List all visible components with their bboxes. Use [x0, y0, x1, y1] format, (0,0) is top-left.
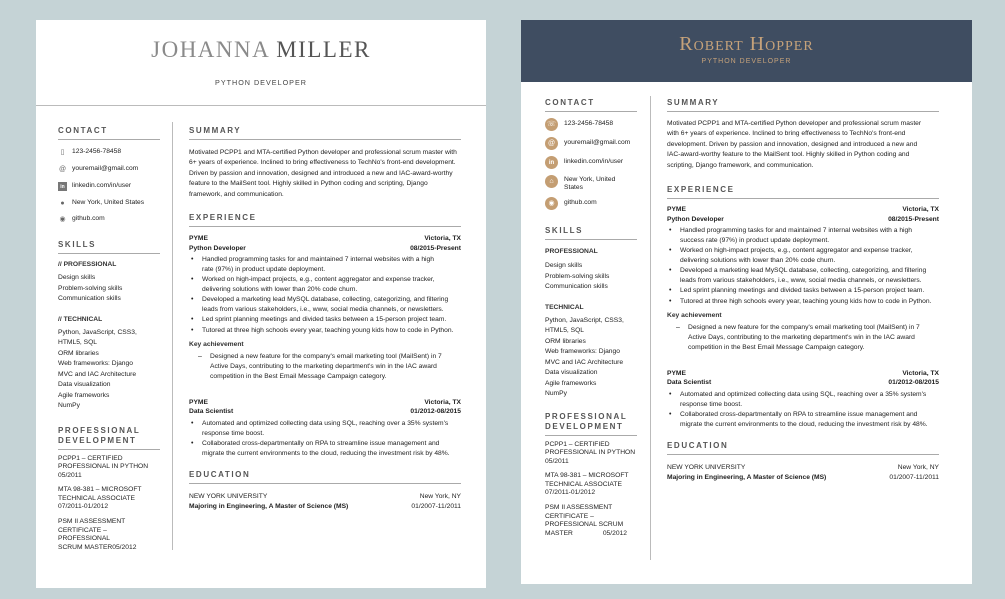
company-name: PYME — [189, 235, 208, 243]
education-dates: 01/2007-11/2011 — [411, 503, 461, 511]
contact-location: ⌂ New York, United States — [545, 175, 637, 192]
job-title: PYTHON DEVELOPER — [701, 58, 792, 65]
column-divider — [172, 122, 173, 550]
summary-text: Motivated PCPP1 and MTA-certified Python developer and professional scrum master with 6+ years of experience. Inclined to bring effectiveness to TechNo's front-end development. Driven by passion and innovation, designed and introduced a new and IAC-award-worthy feature to the MailSent tool. Highly skilled in Python coding and scripting, Django framework, and communication. — [667, 120, 922, 169]
skills-professional-heading: // PROFESSIONAL — [58, 261, 117, 268]
candidate-name: Robert Hopper — [679, 33, 814, 55]
bullet-item: • Led sprint planning meetings and divided tasks between a 15-person project team. — [667, 286, 939, 296]
skill-item: Design skills — [58, 274, 96, 281]
email-icon: @ — [545, 137, 558, 150]
job-role: Python Developer — [667, 215, 724, 223]
skill-item: Web frameworks: Django — [58, 360, 133, 367]
skill-item: Data visualization — [58, 381, 111, 388]
skill-item: Problem-solving skills — [58, 284, 123, 292]
skills-heading: SKILLS — [58, 240, 160, 254]
bullet-item: • Collaborated cross-departmentally on RPA to streamline issue management and migrate the current environments to the cloud, reducing the investment risk by 48%. — [189, 439, 461, 459]
certification-item: MTA 98-381 – MICROSOFT TECHNICAL ASSOCIATE 07/2011-01/2012 — [58, 486, 142, 511]
sidebar — [58, 126, 160, 552]
job-role: Data Scientist — [189, 408, 234, 416]
contact-list — [58, 148, 160, 224]
achievement-list — [667, 323, 939, 352]
skill-item: ORM libraries — [545, 337, 586, 345]
github-icon: ◉ — [59, 215, 66, 223]
resume-johanna-miller — [36, 20, 486, 588]
contact-list — [545, 118, 637, 210]
main-column — [667, 98, 939, 483]
skill-item: MVC and IAC Architecture — [545, 358, 624, 366]
contact-linkedin: in linkedin.com/in/user — [545, 156, 637, 169]
skills-technical-list — [58, 328, 160, 412]
education-entry — [667, 463, 939, 483]
sidebar — [545, 98, 637, 538]
skills-professional-heading: PROFESSIONAL — [545, 248, 598, 255]
job-title: PYTHON DEVELOPER — [215, 78, 307, 87]
company-name: PYME — [667, 369, 686, 377]
job-dates: 01/2012-08/2015 — [410, 408, 461, 416]
skill-item: Web frameworks: Django — [545, 348, 620, 355]
skills-technical-heading: TECHNICAL — [545, 303, 584, 311]
skill-item: Python, JavaScript, CSS3, — [58, 328, 137, 336]
skill-item: ORM libraries — [58, 349, 99, 357]
job-location: Victoria, TX — [902, 369, 939, 377]
job-bullets — [667, 390, 939, 430]
bullet-item: • Collaborated cross-departmentally on RPA to streamline issue management and migrate the current environments to the cloud, reducing the investment risk by 48%. — [667, 410, 939, 430]
skill-item: Agile frameworks — [58, 391, 110, 399]
job-entry — [189, 234, 461, 382]
column-divider — [650, 96, 651, 560]
phone-icon: ☏ — [545, 118, 558, 131]
phone-icon: ▯ — [60, 148, 65, 156]
school-name: NEW YORK UNIVERSITY — [667, 464, 746, 472]
skill-item: NumPy — [545, 390, 567, 397]
skills-heading: SKILLS — [545, 226, 637, 240]
linkedin-icon: in — [58, 182, 67, 191]
certification-item: PSM II ASSESSMENT CERTIFICATE – PROFESSIONAL SCRUM MASTER 05/2012 — [545, 504, 627, 537]
job-dates: 08/2015-Present — [888, 215, 939, 223]
bullet-item: • Worked on high-impact projects, e.g., content aggregator and expense tracker, delivering solutions with lower than 20% code churn. — [189, 275, 461, 295]
job-role: Python Developer — [189, 244, 246, 252]
skill-item: MVC and IAC Architecture — [58, 370, 137, 378]
job-bullets — [667, 226, 939, 306]
degree: Majoring in Engineering, A Master of Science (MS) — [667, 474, 827, 482]
contact-location: ● New York, United States — [58, 199, 160, 208]
job-entry — [189, 398, 461, 459]
skill-item: HTML5, SQL — [545, 327, 585, 334]
school-location: New York, NY — [419, 493, 461, 501]
candidate-name: JOHANNA MILLER — [151, 37, 371, 62]
prof-dev-list — [545, 441, 637, 539]
bullet-item: • Led sprint planning meetings and divided tasks between a 15-person project team. — [189, 315, 461, 325]
contact-phone: ▯ 123-2456-78458 — [58, 148, 160, 157]
skill-item: Design skills — [545, 262, 583, 269]
certification-item: PCPP1 – CERTIFIED PROFESSIONAL IN PYTHON 05/2011 — [58, 454, 149, 479]
education-entry — [189, 492, 461, 512]
prof-dev-heading: PROFESSIONAL DEVELOPMENT — [545, 412, 637, 436]
certification-item: PCPP1 – CERTIFIED PROFESSIONAL IN PYTHON 05/2011 — [545, 440, 636, 465]
linkedin-icon: in — [545, 156, 558, 169]
resume-header — [36, 20, 486, 106]
skill-item: Python, JavaScript, CSS3, — [545, 316, 624, 324]
location-icon: ● — [60, 199, 65, 207]
education-dates: 01/2007-11/2011 — [889, 474, 939, 482]
skills-technical-list — [545, 316, 637, 400]
email-icon: @ — [58, 165, 67, 173]
job-bullets — [189, 419, 461, 459]
achievement-item: – Designed a new feature for the company's email marketing tool (MailSent) in 7 Active Days, contributing to the marketing department's win in the IAC award competition in the Best Email Message Campaign category. — [197, 352, 461, 381]
summary-heading: SUMMARY — [667, 98, 939, 112]
key-achievement-heading: Key achievement — [189, 341, 244, 349]
bullet-item: • Handled programming tasks for and maintained 7 internal websites with a high rate (97%) in product update deployment. — [189, 255, 461, 275]
education-heading: EDUCATION — [667, 441, 939, 455]
bullet-item: • Developed a marketing lead MySQL database, collecting, categorizing, and filtering leads from various stakeholders, i.e., www, social media channels, or newsletters. — [189, 295, 461, 315]
summary-text: Motivated PCPP1 and MTA-certified Python developer and professional scrum master with 6+ years of experience. Inclined to bring effectiveness to TechNo's front-end development. Driven by passion and innovation, designed and introduced a new and IAC-award-worthy feature to the MailSent tool. Highly skilled in Python coding and scripting, Django framework, and communication. — [189, 149, 457, 198]
degree: Majoring in Engineering, A Master of Science (MS) — [189, 503, 349, 511]
skills-professional-list — [58, 273, 160, 305]
certification-item: PSM II ASSESSMENT CERTIFICATE – PROFESSIONAL SCRUM MASTER05/2012 — [58, 518, 137, 551]
bullet-item: • Worked on high-impact projects, e.g., content aggregator and expense tracker, delivering solutions with lower than 20% code churn. — [667, 246, 939, 266]
job-bullets — [189, 255, 461, 335]
certification-item: MTA 98-381 – MICROSOFT TECHNICAL ASSOCIATE 07/2011-01/2012 — [545, 472, 629, 497]
skills-technical-heading: // TECHNICAL — [58, 315, 103, 323]
contact-heading: CONTACT — [545, 98, 637, 112]
job-dates: 08/2015-Present — [410, 244, 461, 252]
skills-professional-list — [545, 261, 637, 293]
resume-robert-hopper — [521, 20, 972, 584]
prof-dev-heading: PROFESSIONAL DEVELOPMENT — [58, 426, 160, 450]
job-entry — [667, 369, 939, 430]
achievement-list — [189, 352, 461, 381]
contact-linkedin: in linkedin.com/in/user — [58, 182, 160, 191]
contact-email: @ youremail@gmail.com — [58, 165, 139, 173]
contact-email: @ youremail@gmail.com — [545, 137, 637, 150]
job-dates: 01/2012-08/2015 — [888, 379, 939, 387]
experience-heading: EXPERIENCE — [189, 213, 461, 227]
education-heading: EDUCATION — [189, 470, 461, 484]
contact-github: ◉ github.com — [545, 197, 637, 210]
job-location: Victoria, TX — [424, 235, 461, 243]
skill-item: Communication skills — [58, 295, 121, 302]
skill-item: Communication skills — [545, 283, 608, 290]
skill-item: NumPy — [58, 402, 80, 409]
job-role: Data Scientist — [667, 379, 712, 387]
job-location: Victoria, TX — [424, 398, 461, 406]
bullet-item: • Automated and optimized collecting data using SQL, reaching over a 35% system's response time boost. — [189, 419, 461, 439]
key-achievement-heading: Key achievement — [667, 312, 722, 320]
contact-phone: ☏ 123-2456-78458 — [545, 118, 637, 131]
prof-dev-list — [58, 455, 160, 553]
job-entry — [667, 205, 939, 353]
bullet-item: • Developed a marketing lead MySQL database, collecting, categorizing, and filtering leads from various stakeholders, i.e., www, social media channels, or newsletters. — [667, 266, 939, 286]
experience-heading: EXPERIENCE — [667, 185, 939, 199]
school-location: New York, NY — [897, 464, 939, 472]
summary-heading: SUMMARY — [189, 126, 461, 140]
achievement-item: – Designed a new feature for the company's email marketing tool (MailSent) in 7 Active Days, contributing to the marketing department's win in the IAC award competition in the Best Email Message Campaign category. — [675, 323, 939, 352]
skill-item: Problem-solving skills — [545, 272, 610, 280]
company-name: PYME — [189, 398, 208, 406]
bullet-item: • Automated and optimized collecting data using SQL, reaching over a 35% system's response time boost. — [667, 390, 939, 410]
bullet-item: • Handled programming tasks for and maintained 7 internal websites with a high success rate (97%) in product update deployment. — [667, 226, 939, 246]
location-icon: ⌂ — [545, 175, 558, 188]
school-name: NEW YORK UNIVERSITY — [189, 493, 268, 501]
skill-item: Data visualization — [545, 369, 598, 376]
company-name: PYME — [667, 206, 686, 214]
skill-item: HTML5, SQL — [58, 339, 98, 346]
bullet-item: • Tutored at three high schools every year, teaching young kids how to code in Python. — [189, 326, 461, 336]
github-icon: ◉ — [545, 197, 558, 210]
contact-github: ◉ github.com — [59, 215, 105, 223]
job-location: Victoria, TX — [902, 206, 939, 214]
main-column — [189, 126, 461, 512]
bullet-item: • Tutored at three high schools every year, teaching young kids how to code in Python. — [667, 297, 939, 307]
resume-header — [521, 20, 972, 82]
skill-item: Agile frameworks — [545, 379, 597, 387]
contact-heading: CONTACT — [58, 126, 160, 140]
